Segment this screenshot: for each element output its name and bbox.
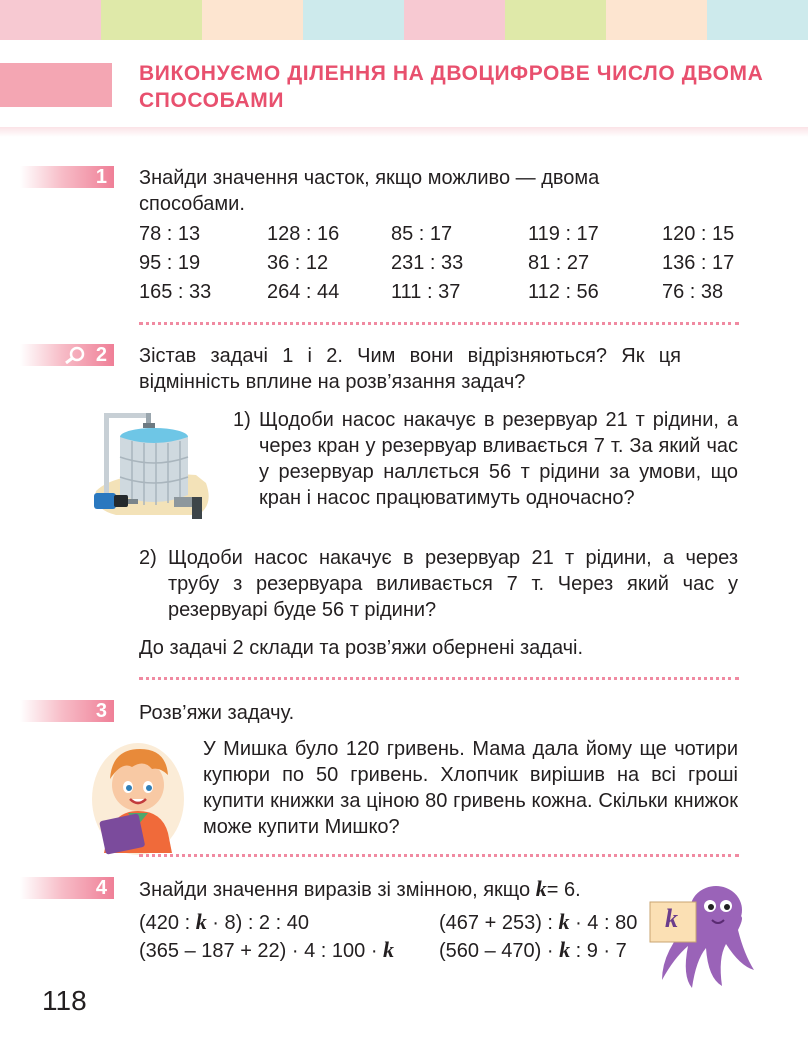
dotted-separator <box>139 854 739 857</box>
page-number: 118 <box>42 985 87 1016</box>
division-item: 36 : 12 <box>267 252 329 274</box>
task2-number-label: 2 <box>95 344 107 366</box>
task2-problem1: Щодоби насос накачує в резервуар 21 т рідини, а через кран у резервуар вливається 7 т. За який час у резервуар наллється 56 т рідини за умови, що кран і насос працюватимуть одночасно? <box>259 409 738 509</box>
strip-segment <box>505 0 606 40</box>
header-divider <box>0 127 808 137</box>
division-item: 81 : 27 <box>528 252 590 274</box>
strip-segment <box>606 0 707 40</box>
strip-segment <box>303 0 404 40</box>
task2-problem2: Щодоби насос накачує в резервуар 21 т рідини, а через трубу з резервуара виливається 7 т. Через який час у резервуарі буде 56 т рідини? <box>168 547 738 621</box>
division-item: 111 : 37 <box>391 281 461 303</box>
task2-followup: До задачі 2 склади та розв’яжи обернені задачі. <box>139 637 584 659</box>
problem2-marker: 2) <box>139 547 157 569</box>
task2-intro: Зістав задачі 1 і 2. Чим вони відрізняються? Як ця відмінність вплине на розв’язання задач? <box>139 345 681 393</box>
expression-part: : 9 · 7 <box>570 940 627 962</box>
division-item: 85 : 17 <box>391 223 453 245</box>
task4-value: = 6. <box>546 879 581 901</box>
variable-k: k <box>558 909 570 934</box>
division-item: 112 : 56 <box>528 281 599 303</box>
division-row <box>139 223 739 249</box>
expression <box>139 909 309 935</box>
strip-segment <box>202 0 303 40</box>
strip-segment <box>404 0 505 40</box>
dotted-separator <box>139 322 739 325</box>
task-number-2 <box>20 344 114 366</box>
top-color-strip <box>0 0 808 40</box>
variable-k: k <box>383 937 395 962</box>
division-item: 264 : 44 <box>267 281 340 303</box>
octopus-illustration <box>648 880 758 990</box>
expression-part: · 8) : 2 : 40 <box>206 912 309 934</box>
division-item: 119 : 17 <box>528 223 599 245</box>
strip-segment <box>707 0 808 40</box>
task1-text: Знайди значення часток, якщо можливо — двома способами. <box>139 167 600 215</box>
expression-part: (560 – 470) · <box>439 940 560 962</box>
task4-prompt: Знайди значення виразів зі змінною, якщо <box>139 879 531 901</box>
division-item: 95 : 19 <box>139 252 201 274</box>
water-tank-illustration <box>88 405 213 527</box>
expression-part: (420 : <box>139 912 196 934</box>
division-row <box>139 252 739 278</box>
division-item: 78 : 13 <box>139 223 201 245</box>
title-marker <box>0 63 112 107</box>
expression <box>439 937 627 963</box>
variable-k: k <box>195 909 207 934</box>
task-number-4: 4 <box>20 877 114 899</box>
division-item: 165 : 33 <box>139 281 212 303</box>
division-item: 231 : 33 <box>391 252 464 274</box>
expression <box>139 937 394 963</box>
expression-part: (365 – 187 + 22) · 4 : 100 · <box>139 940 384 962</box>
problem1-marker: 1) <box>233 409 251 431</box>
strip-segment <box>0 0 101 40</box>
expression-part: (467 + 253) : <box>439 912 559 934</box>
page-title: ВИКОНУЄМО ДІЛЕННЯ НА ДВОЦИФРОВЕ ЧИСЛО ДВОМА СПОСОБАМИ <box>139 62 764 112</box>
division-item: 128 : 16 <box>267 223 340 245</box>
division-item: 120 : 15 <box>662 223 735 245</box>
boy-illustration <box>88 733 188 857</box>
task4-text <box>139 876 581 903</box>
dotted-separator <box>139 677 739 680</box>
division-item: 76 : 38 <box>662 281 724 303</box>
variable-k: k <box>559 937 571 962</box>
magnifier-icon <box>64 346 86 364</box>
division-item: 136 : 17 <box>662 252 735 274</box>
sign-letter: k <box>665 904 678 933</box>
division-row <box>139 281 739 307</box>
expression-part: · 4 : 80 <box>569 912 638 934</box>
task-number-1: 1 <box>20 166 114 188</box>
task3-problem: У Мишка було 120 гривень. Мама дала йому ще чотири купюри по 50 гривень. Хлопчик вирішив на всі гроші купити книжки за ціною 80 гривень кожна. Скільки книжок може купити Мишко? <box>203 738 738 838</box>
task3-text: Розв’яжи задачу. <box>139 702 295 724</box>
expression <box>439 909 637 935</box>
strip-segment <box>101 0 202 40</box>
variable-k: k <box>535 876 547 901</box>
task-number-3: 3 <box>20 700 114 722</box>
